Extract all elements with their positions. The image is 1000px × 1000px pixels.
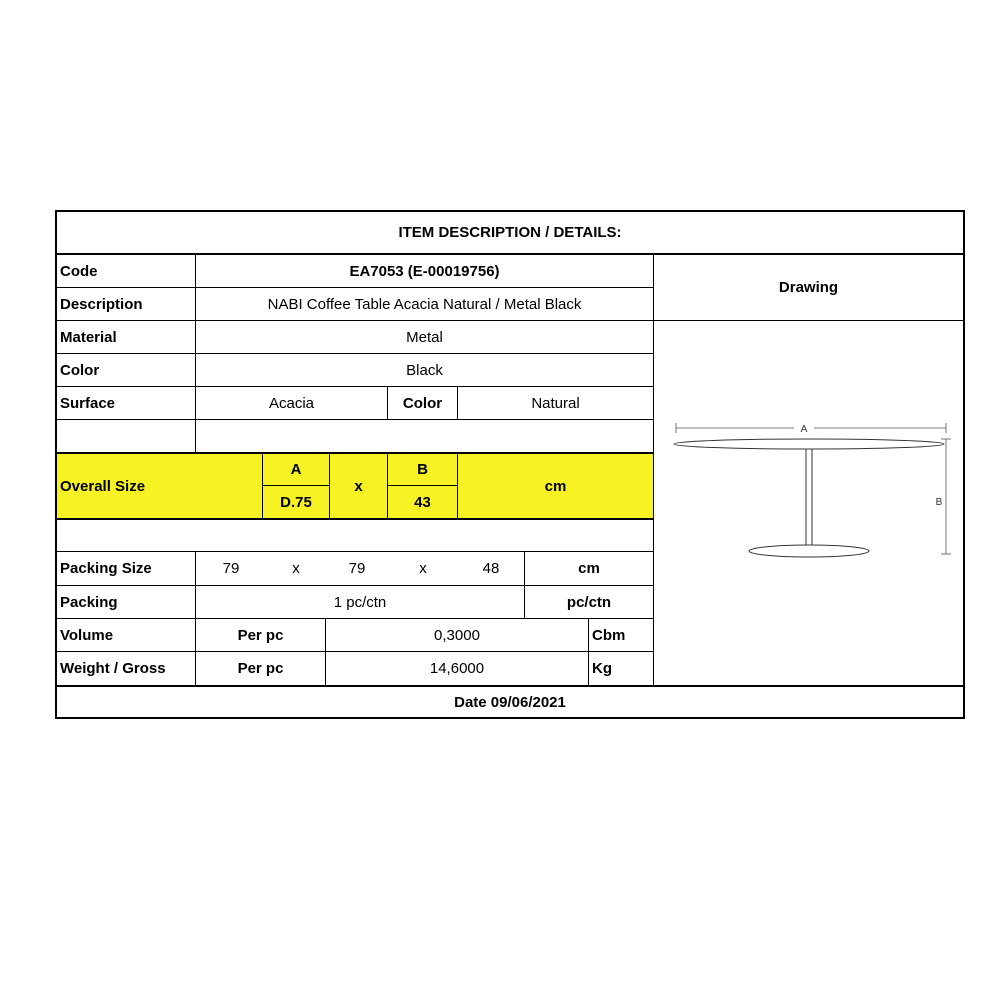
packing-unit: pc/ctn xyxy=(566,593,612,611)
overall-size-b-value: 43 xyxy=(388,486,457,518)
packing-value: 1 pc/ctn xyxy=(333,593,387,611)
table-drawing xyxy=(654,321,963,685)
description-value: NABI Coffee Table Acacia Natural / Metal Black xyxy=(267,295,582,313)
date-footer: Date 09/06/2021 xyxy=(454,693,566,711)
code-value: EA7053 (E-00019756) xyxy=(349,262,500,280)
dimension-b-label: B xyxy=(935,497,943,508)
packing-size-unit: cm xyxy=(578,560,600,577)
overall-size-x: x xyxy=(330,454,387,518)
color-value: Black xyxy=(406,361,443,379)
weight-per: Per pc xyxy=(237,660,284,677)
item-details-sheet xyxy=(55,210,965,719)
packing-size-d1: 79 xyxy=(222,560,240,577)
code-label: Code xyxy=(60,262,98,280)
weight-value: 14,6000 xyxy=(429,660,485,677)
packing-size-x1: x xyxy=(292,560,300,577)
sheet-title: ITEM DESCRIPTION / DETAILS: xyxy=(398,224,622,241)
overall-size-a-label: A xyxy=(263,454,329,485)
overall-size-unit: cm xyxy=(458,454,653,518)
volume-per: Per pc xyxy=(237,626,284,644)
packing-size-d2: 79 xyxy=(348,560,366,577)
surface-value: Acacia xyxy=(268,394,315,412)
dimension-a-label: A xyxy=(800,424,808,435)
volume-value: 0,3000 xyxy=(434,626,480,644)
packing-size-x2: x xyxy=(419,560,427,577)
surface-color-value: Natural xyxy=(531,394,580,412)
material-label: Material xyxy=(60,328,117,346)
packing-size-d3: 48 xyxy=(482,560,500,577)
overall-size-b-label: B xyxy=(388,454,457,485)
drawing-header: Drawing xyxy=(778,279,839,296)
material-value: Metal xyxy=(406,328,443,346)
volume-label: Volume xyxy=(60,626,114,644)
surface-label: Surface xyxy=(60,394,116,412)
volume-unit: Cbm xyxy=(592,626,626,644)
color-label: Color xyxy=(60,361,100,379)
packing-label: Packing xyxy=(60,593,118,611)
surface-color-label: Color xyxy=(402,394,443,412)
packing-size-label: Packing Size xyxy=(60,560,152,577)
weight-label: Weight / Gross xyxy=(60,660,166,677)
weight-unit: Kg xyxy=(592,660,612,677)
description-label: Description xyxy=(60,295,143,313)
overall-size-a-value: D.75 xyxy=(263,486,329,518)
overall-size-label: Overall Size xyxy=(57,454,262,518)
